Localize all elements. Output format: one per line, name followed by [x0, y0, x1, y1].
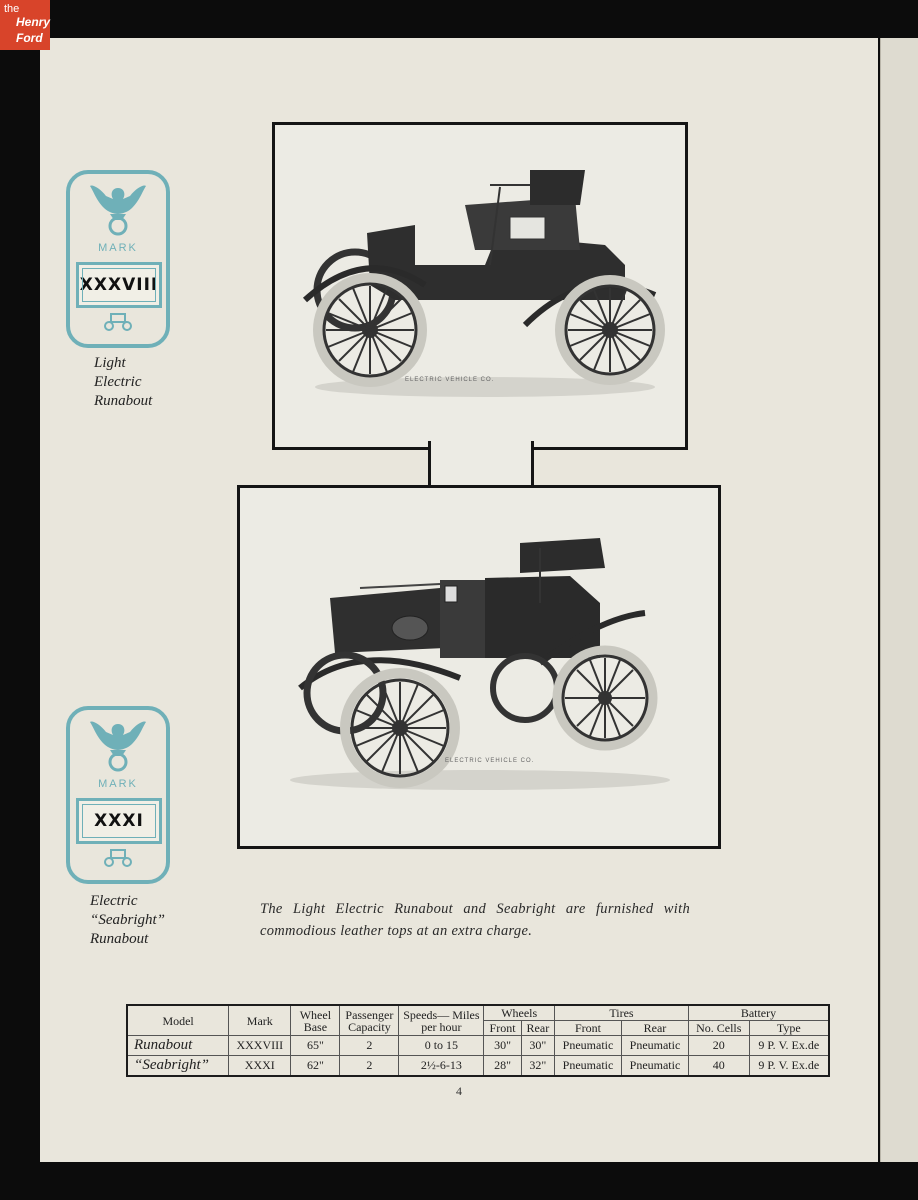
- label-line: Runabout: [94, 393, 153, 409]
- cell-tire-rear: Pneumatic: [621, 1036, 688, 1056]
- label-line: Runabout: [90, 931, 149, 947]
- cell-capacity: 2: [340, 1056, 399, 1077]
- header-model: Model: [127, 1005, 229, 1036]
- logo-line-3: Ford: [16, 31, 43, 45]
- logo-line-1: the: [4, 3, 20, 15]
- emblem-number-plate: [76, 262, 162, 308]
- cell-wheel-rear: 30": [521, 1036, 554, 1056]
- cell-tire-front: Pneumatic: [555, 1036, 622, 1056]
- cell-wheel-front: 30": [484, 1036, 521, 1056]
- logo-line-2: Henry: [16, 15, 51, 29]
- header-no-cells: No. Cells: [688, 1021, 749, 1036]
- seabright-maker-caption: ELECTRIC VEHICLE CO.: [445, 758, 535, 764]
- cell-wheel-base: 62": [291, 1056, 340, 1077]
- emblem-number: XXXI: [94, 811, 144, 831]
- eagle-emblem-icon: [70, 174, 166, 244]
- cell-wheel-front: 28": [484, 1056, 521, 1077]
- header-mark: Mark: [229, 1005, 291, 1036]
- mark-emblem-xxxviii: [66, 170, 170, 348]
- cell-mark: XXXI: [229, 1056, 291, 1077]
- seabright-photo-frame: [237, 485, 721, 849]
- label-line: Electric: [90, 893, 138, 909]
- eagle-emblem-icon: [70, 710, 166, 780]
- label-line: Electric: [94, 374, 142, 390]
- emblem-label-runabout: [94, 354, 152, 411]
- header-wheels-rear: Rear: [521, 1021, 554, 1036]
- emblem-mark-word: MARK: [98, 778, 138, 790]
- cell-capacity: 2: [340, 1036, 399, 1056]
- specification-table: [126, 1004, 830, 1077]
- cell-type: 9 P. V. Ex.de: [749, 1036, 829, 1056]
- header-speeds: Speeds— Miles per hour: [399, 1005, 484, 1036]
- runabout-photo-frame: [272, 122, 688, 450]
- label-line: “Seabright”: [90, 912, 166, 928]
- emblem-mark-word: MARK: [98, 242, 138, 254]
- emblem-label-seabright: [90, 892, 165, 949]
- mark-emblem-xxxi: [66, 706, 170, 884]
- small-car-icon: [103, 312, 133, 332]
- cell-cells: 20: [688, 1036, 749, 1056]
- cell-speeds: 0 to 15: [399, 1036, 484, 1056]
- henry-ford-logo: [0, 0, 50, 50]
- header-passenger-capacity: Passenger Capacity: [340, 1005, 399, 1036]
- emblem-number: XXXVIII: [79, 275, 159, 295]
- cell-wheel-base: 65": [291, 1036, 340, 1056]
- cell-model: “Seabright”: [127, 1056, 229, 1077]
- facing-page-edge: [880, 38, 918, 1162]
- leather-tops-note: The Light Electric Runabout and Seabright are furnished with commodious leather tops at an extra charge.: [260, 901, 690, 939]
- header-tires-rear: Rear: [621, 1021, 688, 1036]
- header-wheels: Wheels: [484, 1005, 555, 1021]
- runabout-car-illustration: [275, 125, 685, 447]
- emblem-plate-inner-border: [82, 804, 156, 838]
- emblem-plate-inner-border: [79, 268, 159, 302]
- cell-type: 9 P. V. Ex.de: [749, 1056, 829, 1077]
- header-tires-front: Front: [555, 1021, 622, 1036]
- header-battery: Battery: [688, 1005, 829, 1021]
- header-type: Type: [749, 1021, 829, 1036]
- header-wheels-front: Front: [484, 1021, 521, 1036]
- page-number: 4: [456, 1084, 462, 1098]
- header-wheel-base: Wheel Base: [291, 1005, 340, 1036]
- small-car-icon: [103, 848, 133, 868]
- frame-connector: [428, 441, 534, 489]
- cell-speeds: 2½-6-13: [399, 1056, 484, 1077]
- runabout-maker-caption: ELECTRIC VEHICLE CO.: [405, 377, 495, 383]
- header-tires: Tires: [555, 1005, 689, 1021]
- seabright-car-illustration: [240, 488, 718, 846]
- cell-tire-rear: Pneumatic: [621, 1056, 688, 1077]
- cell-tire-front: Pneumatic: [555, 1056, 622, 1077]
- label-line: Light: [94, 355, 126, 371]
- cell-mark: XXXVIII: [229, 1036, 291, 1056]
- cell-wheel-rear: 32": [521, 1056, 554, 1077]
- emblem-number-plate: [76, 798, 162, 844]
- table-row: [127, 1036, 829, 1056]
- cell-cells: 40: [688, 1056, 749, 1077]
- cell-model: Runabout: [127, 1036, 229, 1056]
- table-row: [127, 1056, 829, 1077]
- table-header-row: [127, 1005, 829, 1021]
